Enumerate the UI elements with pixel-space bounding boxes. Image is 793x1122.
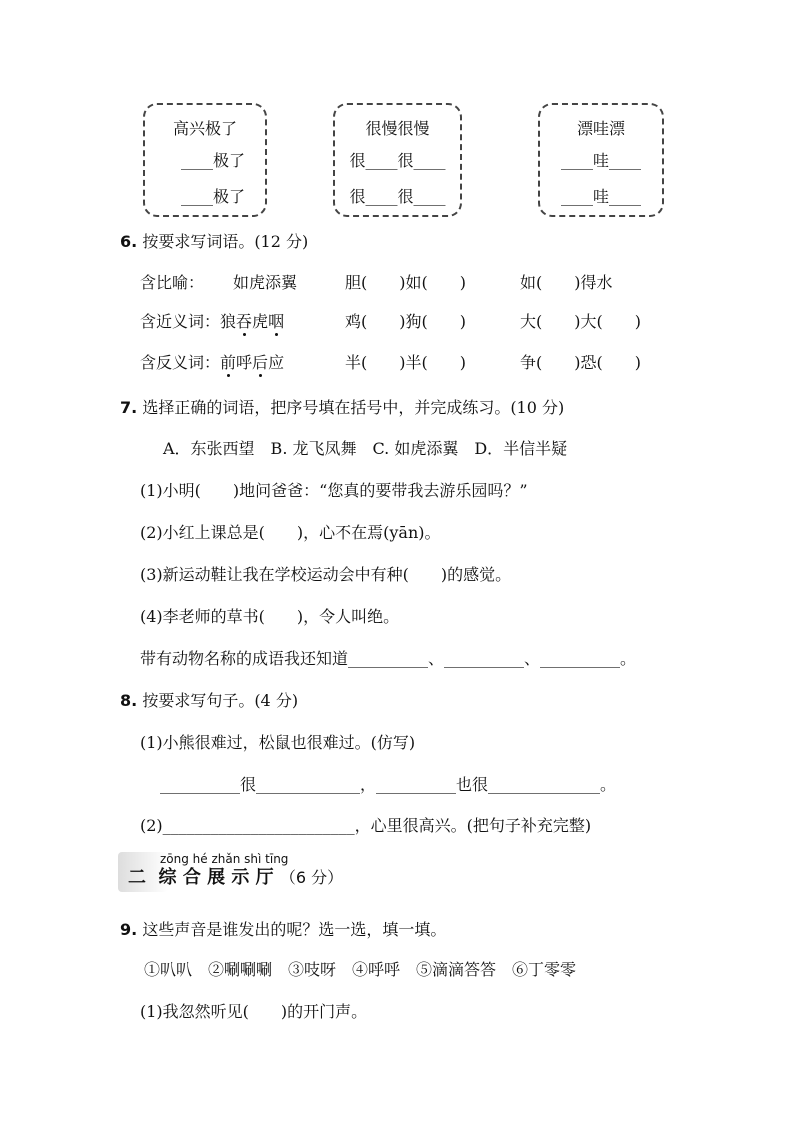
- char-dotted: 前: [220, 353, 237, 372]
- q7-item: (3)新运动鞋让我在学校运动会中有种( )的感觉。: [140, 565, 512, 584]
- box-title: 漂哇漂: [576, 119, 625, 138]
- q9-item: (1)我忽然听见( )的开门声。: [140, 1002, 368, 1021]
- char-dotted: 吞: [236, 312, 253, 331]
- char-dotted: 后: [252, 353, 269, 372]
- q-number: 9.: [120, 920, 138, 939]
- word-box-1: [143, 103, 267, 217]
- q-text: 按要求写句子。(4 分): [142, 691, 299, 710]
- row-blank-b: 如( )得水: [520, 273, 613, 292]
- q-number: 8.: [120, 691, 138, 710]
- box-row: 很____很____: [349, 151, 446, 170]
- question-8: [120, 691, 298, 711]
- row-blank-a: 鸡( )狗( ): [345, 312, 466, 331]
- row-word: 如虎添翼: [233, 273, 298, 292]
- box-row: ____哇____: [560, 151, 641, 170]
- q7-item: (4)李老师的草书( )，令人叫绝。: [140, 607, 400, 626]
- char-dotted: 咽: [268, 312, 285, 331]
- q-text: 按要求写词语。(12 分): [142, 232, 309, 251]
- box-row: ____极了: [180, 187, 245, 206]
- row-blank-a: 胆( )如( ): [345, 273, 466, 292]
- row-blank-b: 大( )大( ): [520, 312, 641, 331]
- box-row: ____极了: [180, 151, 245, 170]
- q7-options: A．东张西望 B. 龙飞凤舞 C. 如虎添翼 D．半信半疑: [163, 439, 568, 458]
- word-box-3: [538, 103, 664, 217]
- char: 虎: [252, 312, 269, 331]
- q6-row: [140, 273, 204, 293]
- section-title: 综 合 展 示 厅: [158, 867, 274, 888]
- box-row: 很____很____: [349, 187, 446, 206]
- q8-item: (1)小熊很难过，松鼠也很难过。(仿写): [140, 733, 416, 752]
- q6-row: [140, 353, 284, 373]
- char: 应: [268, 353, 285, 372]
- section-mark: 二: [128, 867, 146, 888]
- word-box-2: [333, 103, 462, 217]
- q8-item: (2)________________________，心里很高兴。(把句子补充完整): [140, 816, 592, 835]
- section-pinyin: zōng hé zhǎn shì tīng: [160, 852, 289, 866]
- q-text: 这些声音是谁发出的呢？选一选，填一填。: [142, 920, 447, 939]
- q-text: 选择正确的词语，把序号填在括号中，并完成练习。(10 分): [142, 398, 565, 417]
- q-number: 6.: [120, 232, 138, 251]
- q7-item: (1)小明( )地问爸爸：“您真的要带我去游乐园吗？”: [140, 481, 528, 500]
- question-9: [120, 920, 446, 940]
- char: 呼: [236, 353, 253, 372]
- row-label: 含反义词：: [140, 353, 221, 372]
- char: 狼: [220, 312, 237, 331]
- q8-blank: __________很_____________，__________也很______________。: [160, 775, 617, 794]
- q7-extra: 带有动物名称的成语我还知道__________、__________、__________。: [140, 649, 637, 668]
- row-label: 含近义词：: [140, 312, 221, 331]
- q9-options: ①叭叭 ②唰唰唰 ③吱呀 ④呼呼 ⑤滴滴答答 ⑥丁零零: [144, 960, 577, 979]
- row-blank-a: 半( )半( ): [345, 353, 466, 372]
- question-6: [120, 232, 308, 252]
- box-title: 很慢很慢: [365, 119, 430, 138]
- q6-row: [140, 312, 284, 332]
- row-blank-b: 争( )恐( ): [520, 353, 641, 372]
- box-row: ____哇____: [560, 187, 641, 206]
- section-heading: [128, 868, 343, 888]
- q-number: 7.: [120, 398, 138, 417]
- section-score: （6 分）: [279, 868, 344, 887]
- question-7: [120, 398, 564, 418]
- box-title: 高兴极了: [172, 119, 237, 138]
- row-label: 含比喻：: [140, 273, 205, 292]
- q7-item: (2)小红上课总是( )，心不在焉(yān)。: [140, 523, 441, 542]
